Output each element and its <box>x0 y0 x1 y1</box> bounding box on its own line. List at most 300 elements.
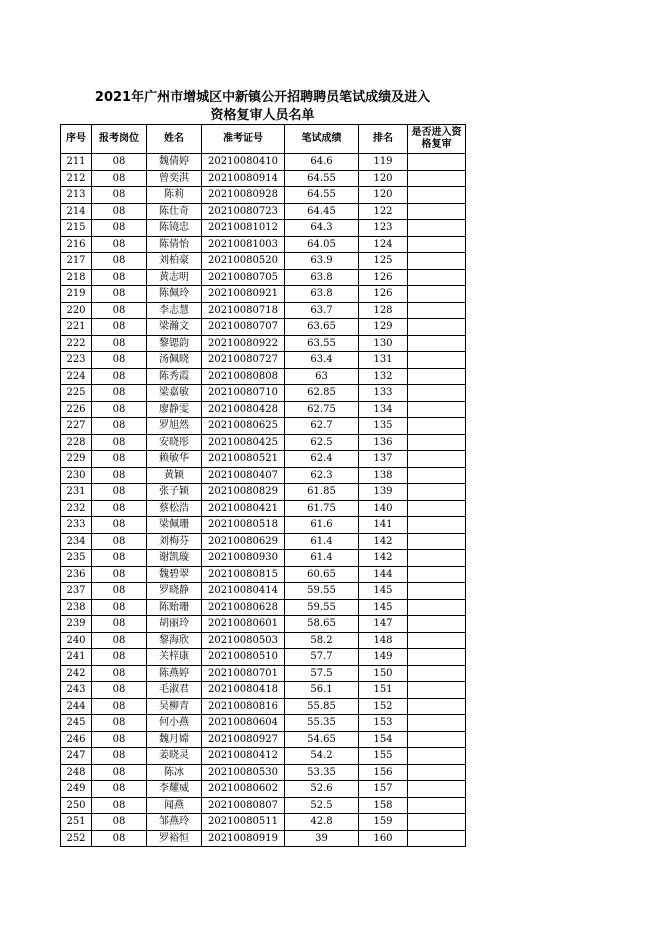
cell-position: 08 <box>92 253 147 270</box>
cell-written-score: 53.35 <box>285 764 359 781</box>
cell-qualified-for-review <box>408 385 466 402</box>
header-name: 姓名 <box>147 125 202 154</box>
table-row <box>61 533 466 550</box>
cell-written-score: 62.5 <box>285 434 359 451</box>
table-row <box>61 616 466 633</box>
cell-exam-id: 20210080625 <box>202 418 285 435</box>
table-body <box>61 154 466 847</box>
cell-name: 魏碧翠 <box>147 566 202 583</box>
cell-written-score: 64.3 <box>285 220 359 237</box>
table-row <box>61 319 466 336</box>
cell-serial-number: 218 <box>61 269 92 286</box>
results-table <box>60 124 466 847</box>
table-row <box>61 368 466 385</box>
cell-exam-id: 20210080919 <box>202 830 285 847</box>
cell-exam-id: 20210080930 <box>202 550 285 567</box>
cell-serial-number: 245 <box>61 715 92 732</box>
cell-written-score: 63.4 <box>285 352 359 369</box>
table-row <box>61 401 466 418</box>
cell-position: 08 <box>92 616 147 633</box>
cell-position: 08 <box>92 203 147 220</box>
cell-name: 赖敏华 <box>147 451 202 468</box>
table-row <box>61 335 466 352</box>
cell-qualified-for-review <box>408 748 466 765</box>
cell-name: 陈倩怡 <box>147 236 202 253</box>
cell-qualified-for-review <box>408 484 466 501</box>
cell-qualified-for-review <box>408 187 466 204</box>
cell-written-score: 54.2 <box>285 748 359 765</box>
cell-position: 08 <box>92 517 147 534</box>
cell-exam-id: 20210080520 <box>202 253 285 270</box>
cell-serial-number: 244 <box>61 698 92 715</box>
cell-serial-number: 231 <box>61 484 92 501</box>
table-row <box>61 830 466 847</box>
cell-position: 08 <box>92 319 147 336</box>
cell-serial-number: 239 <box>61 616 92 633</box>
cell-serial-number: 237 <box>61 583 92 600</box>
cell-qualified-for-review <box>408 500 466 517</box>
cell-name: 何小燕 <box>147 715 202 732</box>
cell-name: 姜晓灵 <box>147 748 202 765</box>
cell-exam-id: 20210080425 <box>202 434 285 451</box>
table-row <box>61 731 466 748</box>
cell-name: 陈贻珊 <box>147 599 202 616</box>
cell-qualified-for-review <box>408 731 466 748</box>
cell-written-score: 63.8 <box>285 269 359 286</box>
cell-exam-id: 20210080628 <box>202 599 285 616</box>
cell-exam-id: 20210080723 <box>202 203 285 220</box>
cell-name: 黎锶韵 <box>147 335 202 352</box>
cell-written-score: 64.55 <box>285 170 359 187</box>
cell-position: 08 <box>92 764 147 781</box>
cell-serial-number: 241 <box>61 649 92 666</box>
cell-rank: 158 <box>359 797 408 814</box>
cell-written-score: 61.4 <box>285 550 359 567</box>
cell-qualified-for-review <box>408 632 466 649</box>
cell-qualified-for-review <box>408 781 466 798</box>
cell-position: 08 <box>92 814 147 831</box>
cell-qualified-for-review <box>408 220 466 237</box>
cell-qualified-for-review <box>408 434 466 451</box>
cell-position: 08 <box>92 682 147 699</box>
cell-name: 陈秀霞 <box>147 368 202 385</box>
cell-qualified-for-review <box>408 170 466 187</box>
cell-exam-id: 20210081003 <box>202 236 285 253</box>
table-row <box>61 434 466 451</box>
header-rank: 排名 <box>359 125 408 154</box>
cell-written-score: 55.35 <box>285 715 359 732</box>
cell-exam-id: 20210080414 <box>202 583 285 600</box>
table-row <box>61 467 466 484</box>
cell-position: 08 <box>92 632 147 649</box>
cell-serial-number: 215 <box>61 220 92 237</box>
document-title-line1: 2021年广州市增城区中新镇公开招聘聘员笔试成绩及进入 <box>94 90 431 105</box>
table-row <box>61 632 466 649</box>
cell-serial-number: 226 <box>61 401 92 418</box>
cell-written-score: 62.85 <box>285 385 359 402</box>
cell-written-score: 64.6 <box>285 154 359 171</box>
cell-serial-number: 247 <box>61 748 92 765</box>
cell-exam-id: 20210080428 <box>202 401 285 418</box>
cell-position: 08 <box>92 731 147 748</box>
cell-qualified-for-review <box>408 533 466 550</box>
table-row <box>61 665 466 682</box>
cell-rank: 139 <box>359 484 408 501</box>
cell-serial-number: 229 <box>61 451 92 468</box>
cell-rank: 157 <box>359 781 408 798</box>
cell-rank: 125 <box>359 253 408 270</box>
cell-name: 黎海欣 <box>147 632 202 649</box>
cell-exam-id: 20210080503 <box>202 632 285 649</box>
cell-written-score: 64.05 <box>285 236 359 253</box>
cell-exam-id: 20210080518 <box>202 517 285 534</box>
cell-name: 谢凯璇 <box>147 550 202 567</box>
table-row <box>61 500 466 517</box>
cell-rank: 160 <box>359 830 408 847</box>
cell-qualified-for-review <box>408 583 466 600</box>
cell-rank: 136 <box>359 434 408 451</box>
cell-name: 魏月嫦 <box>147 731 202 748</box>
table-row <box>61 385 466 402</box>
cell-name: 胡丽玲 <box>147 616 202 633</box>
table-row <box>61 682 466 699</box>
cell-written-score: 64.55 <box>285 187 359 204</box>
cell-qualified-for-review <box>408 319 466 336</box>
cell-rank: 154 <box>359 731 408 748</box>
table-row <box>61 550 466 567</box>
table-row <box>61 781 466 798</box>
cell-qualified-for-review <box>408 715 466 732</box>
cell-exam-id: 20210080629 <box>202 533 285 550</box>
cell-exam-id: 20210080928 <box>202 187 285 204</box>
cell-qualified-for-review <box>408 698 466 715</box>
cell-rank: 144 <box>359 566 408 583</box>
cell-name: 张子颖 <box>147 484 202 501</box>
cell-name: 吴柳青 <box>147 698 202 715</box>
cell-rank: 142 <box>359 550 408 567</box>
table-row <box>61 764 466 781</box>
document-title-line2: 资格复审人员名单 <box>210 108 315 123</box>
cell-name: 陈冰 <box>147 764 202 781</box>
cell-position: 08 <box>92 665 147 682</box>
cell-rank: 123 <box>359 220 408 237</box>
cell-written-score: 57.7 <box>285 649 359 666</box>
cell-rank: 131 <box>359 352 408 369</box>
cell-rank: 148 <box>359 632 408 649</box>
cell-serial-number: 222 <box>61 335 92 352</box>
cell-rank: 134 <box>359 401 408 418</box>
cell-serial-number: 240 <box>61 632 92 649</box>
cell-written-score: 39 <box>285 830 359 847</box>
cell-qualified-for-review <box>408 335 466 352</box>
cell-serial-number: 250 <box>61 797 92 814</box>
cell-written-score: 63 <box>285 368 359 385</box>
table-row <box>61 187 466 204</box>
cell-rank: 147 <box>359 616 408 633</box>
table-header-row <box>61 125 466 154</box>
cell-position: 08 <box>92 715 147 732</box>
cell-serial-number: 216 <box>61 236 92 253</box>
cell-serial-number: 227 <box>61 418 92 435</box>
table-row <box>61 253 466 270</box>
table-row <box>61 814 466 831</box>
table-row <box>61 599 466 616</box>
cell-exam-id: 20210080604 <box>202 715 285 732</box>
cell-name: 罗晓静 <box>147 583 202 600</box>
cell-rank: 152 <box>359 698 408 715</box>
cell-name: 刘梅芬 <box>147 533 202 550</box>
cell-rank: 135 <box>359 418 408 435</box>
cell-rank: 149 <box>359 649 408 666</box>
cell-name: 廖静雯 <box>147 401 202 418</box>
cell-position: 08 <box>92 418 147 435</box>
cell-rank: 119 <box>359 154 408 171</box>
cell-exam-id: 20210080710 <box>202 385 285 402</box>
cell-name: 李耀威 <box>147 781 202 798</box>
cell-written-score: 64.45 <box>285 203 359 220</box>
cell-exam-id: 20210080808 <box>202 368 285 385</box>
cell-name: 蔡松浩 <box>147 500 202 517</box>
table-row <box>61 286 466 303</box>
cell-written-score: 61.75 <box>285 500 359 517</box>
cell-rank: 120 <box>359 187 408 204</box>
table-row <box>61 715 466 732</box>
cell-serial-number: 212 <box>61 170 92 187</box>
cell-name: 刘柏豪 <box>147 253 202 270</box>
header-serial-number: 序号 <box>61 125 92 154</box>
cell-position: 08 <box>92 566 147 583</box>
cell-exam-id: 20210081012 <box>202 220 285 237</box>
cell-rank: 159 <box>359 814 408 831</box>
cell-qualified-for-review <box>408 682 466 699</box>
cell-written-score: 63.9 <box>285 253 359 270</box>
table-row <box>61 269 466 286</box>
cell-name: 安晓彤 <box>147 434 202 451</box>
table-row <box>61 236 466 253</box>
cell-serial-number: 217 <box>61 253 92 270</box>
cell-written-score: 62.3 <box>285 467 359 484</box>
cell-exam-id: 20210080510 <box>202 649 285 666</box>
cell-serial-number: 251 <box>61 814 92 831</box>
cell-qualified-for-review <box>408 517 466 534</box>
header-written-score: 笔试成绩 <box>285 125 359 154</box>
cell-qualified-for-review <box>408 830 466 847</box>
cell-exam-id: 20210080421 <box>202 500 285 517</box>
cell-rank: 124 <box>359 236 408 253</box>
cell-position: 08 <box>92 187 147 204</box>
cell-serial-number: 214 <box>61 203 92 220</box>
cell-name: 李志慧 <box>147 302 202 319</box>
cell-qualified-for-review <box>408 418 466 435</box>
table-row <box>61 302 466 319</box>
table-row <box>61 698 466 715</box>
cell-position: 08 <box>92 434 147 451</box>
cell-rank: 132 <box>359 368 408 385</box>
cell-position: 08 <box>92 484 147 501</box>
cell-written-score: 61.4 <box>285 533 359 550</box>
cell-exam-id: 20210080921 <box>202 286 285 303</box>
cell-qualified-for-review <box>408 467 466 484</box>
table-row <box>61 352 466 369</box>
cell-exam-id: 20210080705 <box>202 269 285 286</box>
cell-qualified-for-review <box>408 616 466 633</box>
cell-position: 08 <box>92 781 147 798</box>
cell-qualified-for-review <box>408 154 466 171</box>
cell-name: 汤佩晓 <box>147 352 202 369</box>
cell-position: 08 <box>92 649 147 666</box>
cell-rank: 126 <box>359 286 408 303</box>
table-row <box>61 484 466 501</box>
cell-qualified-for-review <box>408 649 466 666</box>
table-row <box>61 748 466 765</box>
cell-written-score: 52.5 <box>285 797 359 814</box>
cell-name: 黄志明 <box>147 269 202 286</box>
cell-serial-number: 252 <box>61 830 92 847</box>
cell-position: 08 <box>92 385 147 402</box>
cell-position: 08 <box>92 352 147 369</box>
cell-name: 曾奕淇 <box>147 170 202 187</box>
cell-exam-id: 20210080815 <box>202 566 285 583</box>
cell-exam-id: 20210080922 <box>202 335 285 352</box>
cell-exam-id: 20210080530 <box>202 764 285 781</box>
cell-rank: 156 <box>359 764 408 781</box>
cell-qualified-for-review <box>408 286 466 303</box>
cell-rank: 126 <box>359 269 408 286</box>
cell-exam-id: 20210080816 <box>202 698 285 715</box>
cell-exam-id: 20210080418 <box>202 682 285 699</box>
cell-name: 闻燕 <box>147 797 202 814</box>
cell-exam-id: 20210080407 <box>202 467 285 484</box>
cell-rank: 129 <box>359 319 408 336</box>
cell-rank: 130 <box>359 335 408 352</box>
table-row <box>61 797 466 814</box>
cell-rank: 151 <box>359 682 408 699</box>
header-exam-id: 准考证号 <box>202 125 285 154</box>
cell-serial-number: 230 <box>61 467 92 484</box>
cell-exam-id: 20210080521 <box>202 451 285 468</box>
cell-position: 08 <box>92 236 147 253</box>
cell-written-score: 56.1 <box>285 682 359 699</box>
cell-exam-id: 20210080807 <box>202 797 285 814</box>
cell-rank: 150 <box>359 665 408 682</box>
cell-position: 08 <box>92 286 147 303</box>
cell-qualified-for-review <box>408 269 466 286</box>
cell-exam-id: 20210080829 <box>202 484 285 501</box>
cell-serial-number: 234 <box>61 533 92 550</box>
cell-qualified-for-review <box>408 352 466 369</box>
cell-rank: 140 <box>359 500 408 517</box>
cell-rank: 122 <box>359 203 408 220</box>
cell-rank: 120 <box>359 170 408 187</box>
cell-written-score: 59.55 <box>285 599 359 616</box>
cell-position: 08 <box>92 154 147 171</box>
cell-written-score: 62.7 <box>285 418 359 435</box>
cell-position: 08 <box>92 451 147 468</box>
cell-written-score: 58.65 <box>285 616 359 633</box>
cell-serial-number: 235 <box>61 550 92 567</box>
cell-qualified-for-review <box>408 368 466 385</box>
cell-exam-id: 20210080707 <box>202 319 285 336</box>
cell-exam-id: 20210080927 <box>202 731 285 748</box>
cell-rank: 141 <box>359 517 408 534</box>
cell-position: 08 <box>92 401 147 418</box>
table-row <box>61 154 466 171</box>
cell-serial-number: 211 <box>61 154 92 171</box>
cell-written-score: 58.2 <box>285 632 359 649</box>
table-row <box>61 566 466 583</box>
table-row <box>61 170 466 187</box>
table-row <box>61 451 466 468</box>
cell-exam-id: 20210080412 <box>202 748 285 765</box>
cell-name: 梁嘉敏 <box>147 385 202 402</box>
cell-position: 08 <box>92 797 147 814</box>
cell-position: 08 <box>92 698 147 715</box>
cell-exam-id: 20210080701 <box>202 665 285 682</box>
cell-position: 08 <box>92 583 147 600</box>
cell-name: 梁佩珊 <box>147 517 202 534</box>
cell-qualified-for-review <box>408 599 466 616</box>
header-qualified-for-review: 是否进入资格复审 <box>408 125 466 154</box>
cell-qualified-for-review <box>408 814 466 831</box>
cell-position: 08 <box>92 500 147 517</box>
cell-name: 罗旭然 <box>147 418 202 435</box>
cell-name: 陈燕婷 <box>147 665 202 682</box>
cell-position: 08 <box>92 748 147 765</box>
cell-rank: 138 <box>359 467 408 484</box>
cell-rank: 133 <box>359 385 408 402</box>
cell-qualified-for-review <box>408 550 466 567</box>
cell-position: 08 <box>92 220 147 237</box>
cell-serial-number: 249 <box>61 781 92 798</box>
cell-exam-id: 20210080727 <box>202 352 285 369</box>
cell-serial-number: 228 <box>61 434 92 451</box>
cell-written-score: 62.75 <box>285 401 359 418</box>
table-row <box>61 418 466 435</box>
cell-name: 陈佩玲 <box>147 286 202 303</box>
table-row <box>61 203 466 220</box>
cell-exam-id: 20210080602 <box>202 781 285 798</box>
cell-rank: 142 <box>359 533 408 550</box>
header-position: 报考岗位 <box>92 125 147 154</box>
table-row <box>61 517 466 534</box>
cell-written-score: 55.85 <box>285 698 359 715</box>
cell-name: 陈仕奇 <box>147 203 202 220</box>
cell-rank: 137 <box>359 451 408 468</box>
cell-position: 08 <box>92 302 147 319</box>
cell-written-score: 42.8 <box>285 814 359 831</box>
cell-serial-number: 225 <box>61 385 92 402</box>
cell-serial-number: 223 <box>61 352 92 369</box>
cell-written-score: 54.65 <box>285 731 359 748</box>
cell-written-score: 63.65 <box>285 319 359 336</box>
table-row <box>61 583 466 600</box>
cell-position: 08 <box>92 830 147 847</box>
cell-qualified-for-review <box>408 797 466 814</box>
cell-exam-id: 20210080914 <box>202 170 285 187</box>
cell-written-score: 57.5 <box>285 665 359 682</box>
cell-exam-id: 20210080718 <box>202 302 285 319</box>
cell-qualified-for-review <box>408 764 466 781</box>
table-row <box>61 220 466 237</box>
cell-name: 魏倩婷 <box>147 154 202 171</box>
cell-exam-id: 20210080511 <box>202 814 285 831</box>
cell-written-score: 63.8 <box>285 286 359 303</box>
cell-serial-number: 238 <box>61 599 92 616</box>
cell-position: 08 <box>92 533 147 550</box>
cell-qualified-for-review <box>408 665 466 682</box>
cell-serial-number: 219 <box>61 286 92 303</box>
cell-serial-number: 232 <box>61 500 92 517</box>
